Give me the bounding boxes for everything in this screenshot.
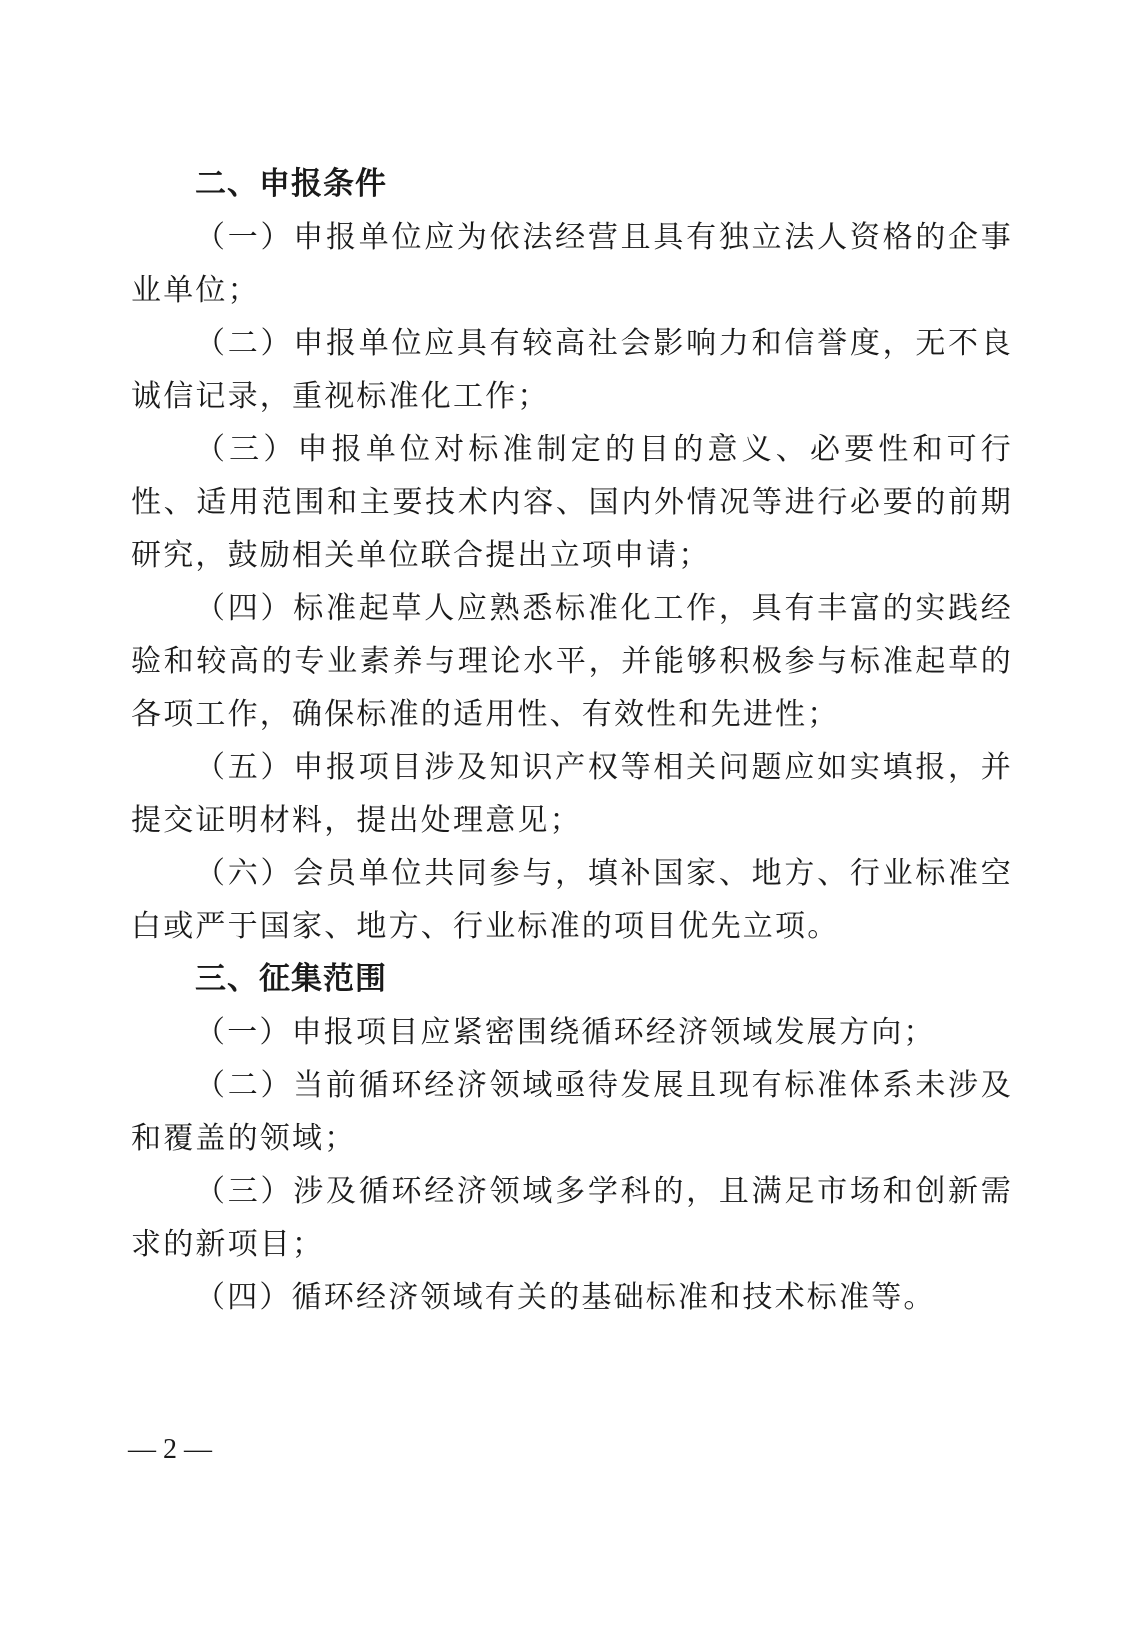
condition-item-4: （四）标准起草人应熟悉标准化工作，具有丰富的实践经验和较高的专业素养与理论水平，并能够积极参与标准起草的各项工作，确保标准的适用性、有效性和先进性； [131, 591, 1013, 732]
scope-item-2: （二）当前循环经济领域亟待发展且现有标准体系未涉及和覆盖的领域； [131, 1068, 1013, 1156]
page-number: — 2 — [128, 1434, 212, 1465]
section-heading-scope: 三、征集范围 [195, 961, 387, 997]
scope-item-1: （一）申报项目应紧密围绕循环经济领域发展方向； [195, 1015, 936, 1050]
scope-item-4: （四）循环经济领域有关的基础标准和技术标准等。 [195, 1280, 936, 1315]
section-heading-conditions: 二、申报条件 [195, 166, 387, 202]
condition-item-5: （五）申报项目涉及知识产权等相关问题应如实填报，并提交证明材料，提出处理意见； [131, 750, 1013, 838]
scope-item-3: （三）涉及循环经济领域多学科的，且满足市场和创新需求的新项目； [131, 1174, 1013, 1262]
document-body [131, 158, 1013, 1324]
condition-item-6: （六）会员单位共同参与，填补国家、地方、行业标准空白或严于国家、地方、行业标准的项目优先立项。 [131, 856, 1013, 944]
condition-item-2: （二）申报单位应具有较高社会影响力和信誉度，无不良诚信记录，重视标准化工作； [131, 326, 1013, 414]
condition-item-1: （一）申报单位应为依法经营且具有独立法人资格的企事业单位； [131, 220, 1013, 308]
condition-item-3: （三）申报单位对标准制定的目的意义、必要性和可行性、适用范围和主要技术内容、国内外情况等进行必要的前期研究，鼓励相关单位联合提出立项申请； [131, 432, 1013, 573]
